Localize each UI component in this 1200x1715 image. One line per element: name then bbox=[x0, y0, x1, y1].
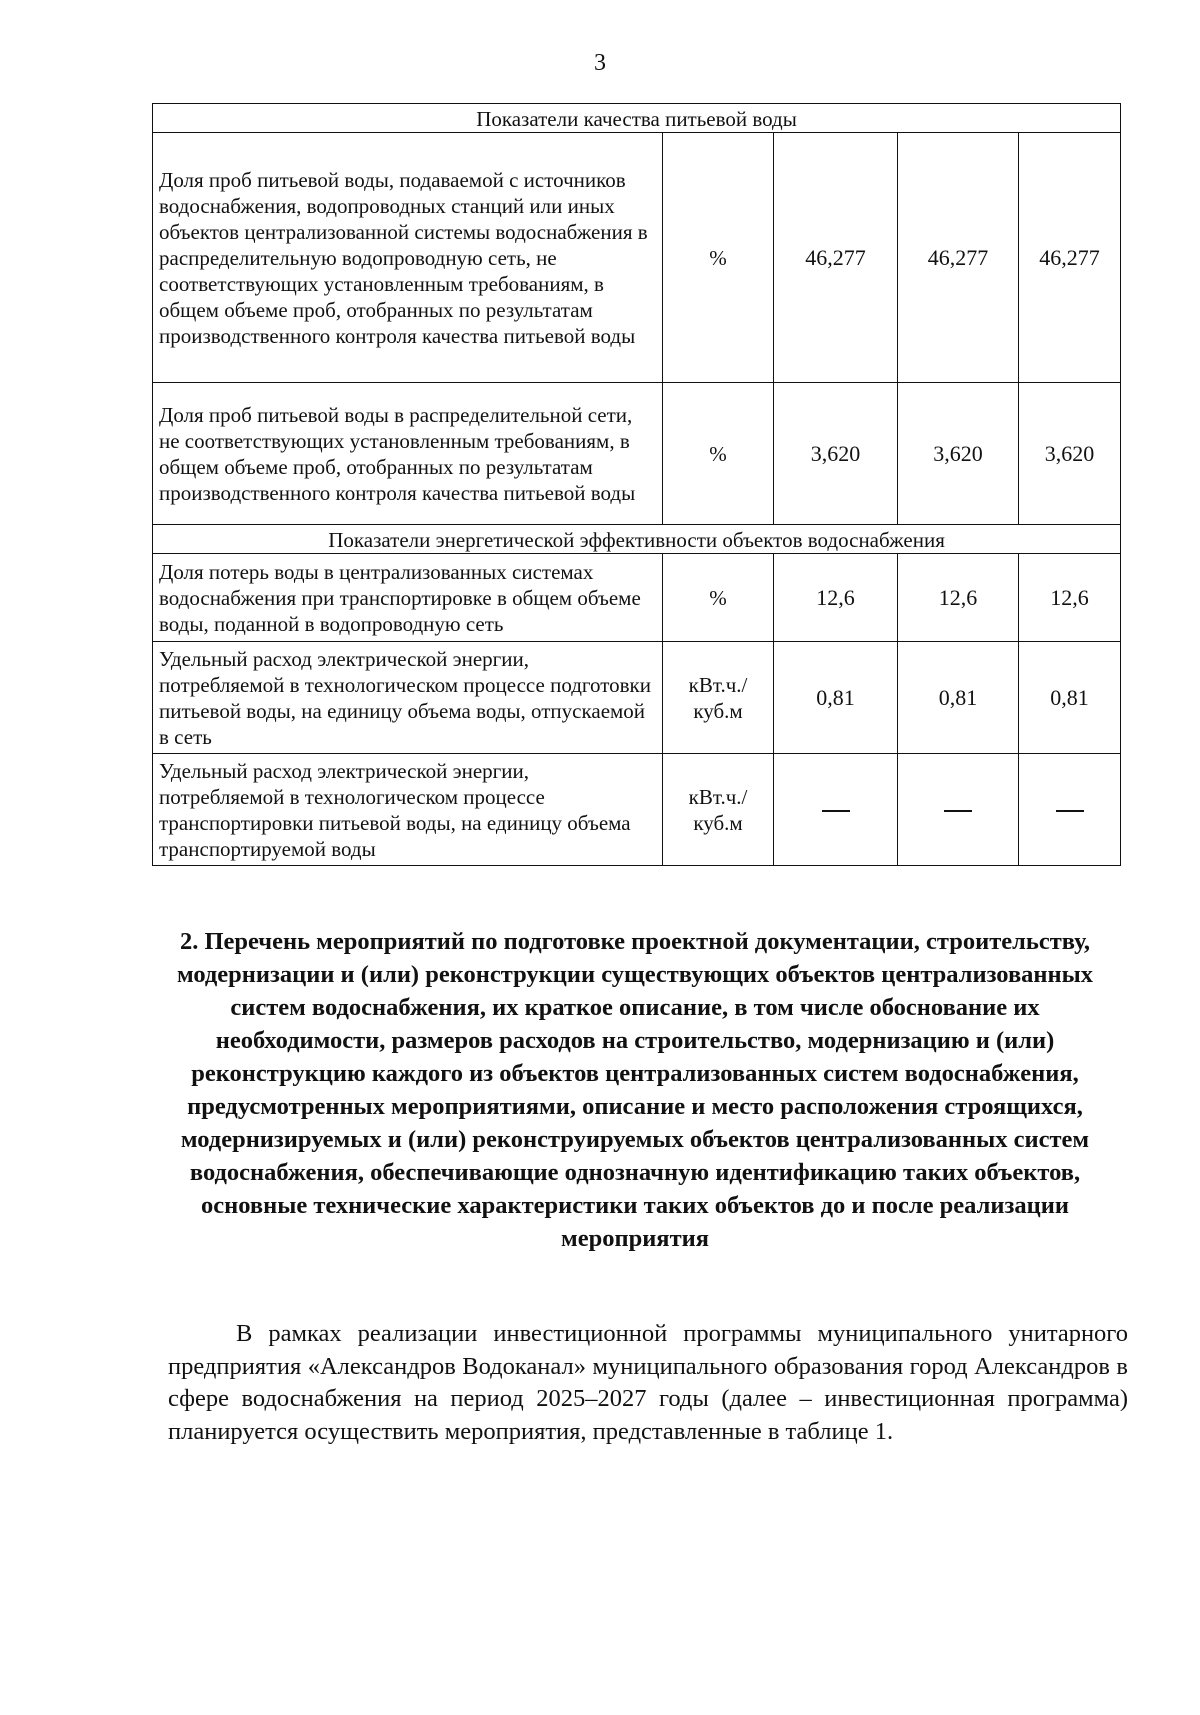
indicator-unit: % bbox=[663, 383, 774, 525]
body-paragraph: В рамках реализации инвестиционной программы муниципального унитарного предприятия «Александров Водоканал» муниципального образования город Александров в сфере водоснабжения на период 2025–2027 годы (далее – инвестиционная программа) планируется осуществить мероприятия, представленные в таблице 1. bbox=[168, 1320, 1128, 1445]
dash-mark bbox=[944, 810, 972, 812]
indicator-value: 0,81 bbox=[898, 642, 1019, 754]
indicator-value bbox=[898, 754, 1019, 866]
indicator-value: 3,620 bbox=[1019, 383, 1121, 525]
section-title: Показатели энергетической эффективности объектов водоснабжения bbox=[153, 525, 1121, 554]
section-header-water-quality bbox=[153, 104, 1121, 133]
indicator-value: 46,277 bbox=[898, 133, 1019, 383]
indicator-unit: кВт.ч./ куб.м bbox=[663, 642, 774, 754]
table-row bbox=[153, 383, 1121, 525]
indicator-unit: % bbox=[663, 554, 774, 642]
indicator-value bbox=[1019, 754, 1121, 866]
section-title: Показатели качества питьевой воды bbox=[153, 104, 1121, 133]
indicator-description: Доля проб питьевой воды в распределительной сети, не соответствующих установленным требованиям, в общем объеме проб, отобранных по результатам производственного контроля качества питьевой воды bbox=[153, 383, 663, 525]
page-number: 3 bbox=[594, 50, 606, 76]
indicators-table bbox=[152, 103, 1121, 866]
section-heading: 2. Перечень мероприятий по подготовке проектной документации, строительству, модернизации и (или) реконструкции существующих объектов централизованных систем водоснабжения, их краткое описание, в том числе обоснование их необходимости, размеров расходов на строительство, модернизацию и (или) реконструкцию каждого из объектов централизованных систем водоснабжения, предусмотренных мероприятиями, описание и место расположения строящихся, модернизируемых и (или) реконструируемых объектов централизованных систем водоснабжения, обеспечивающие однозначную идентификацию таких объектов, основные технические характеристики таких объектов до и после реализации мероприятия bbox=[176, 928, 1094, 1252]
indicator-value: 3,620 bbox=[898, 383, 1019, 525]
table-row bbox=[153, 554, 1121, 642]
indicator-value: 12,6 bbox=[774, 554, 898, 642]
indicator-value: 12,6 bbox=[1019, 554, 1121, 642]
indicator-value: 0,81 bbox=[1019, 642, 1121, 754]
indicator-unit: кВт.ч./ куб.м bbox=[663, 754, 774, 866]
indicator-value: 46,277 bbox=[774, 133, 898, 383]
indicator-description: Удельный расход электрической энергии, потребляемой в технологическом процессе подготовки питьевой воды, на единицу объема воды, отпускаемой в сеть bbox=[153, 642, 663, 754]
indicator-value: 3,620 bbox=[774, 383, 898, 525]
dash-mark bbox=[1056, 810, 1084, 812]
indicator-description: Удельный расход электрической энергии, потребляемой в технологическом процессе транспортировки питьевой воды, на единицу объема транспортируемой воды bbox=[153, 754, 663, 866]
table-row bbox=[153, 642, 1121, 754]
indicator-unit: % bbox=[663, 133, 774, 383]
indicator-value: 0,81 bbox=[774, 642, 898, 754]
table-row bbox=[153, 133, 1121, 383]
table-row bbox=[153, 754, 1121, 866]
section-header-energy-efficiency bbox=[153, 525, 1121, 554]
indicator-description: Доля потерь воды в централизованных системах водоснабжения при транспортировке в общем объеме воды, поданной в водопроводную сеть bbox=[153, 554, 663, 642]
dash-mark bbox=[822, 810, 850, 812]
indicator-value: 12,6 bbox=[898, 554, 1019, 642]
indicator-value: 46,277 bbox=[1019, 133, 1121, 383]
indicator-value bbox=[774, 754, 898, 866]
indicator-description: Доля проб питьевой воды, подаваемой с источников водоснабжения, водопроводных станций или иных объектов централизованной системы водоснабжения в распределительную водопроводную сеть, не соответствующих установленным требованиям, в общем объеме проб, отобранных по результатам производственного контроля качества питьевой воды bbox=[153, 133, 663, 383]
